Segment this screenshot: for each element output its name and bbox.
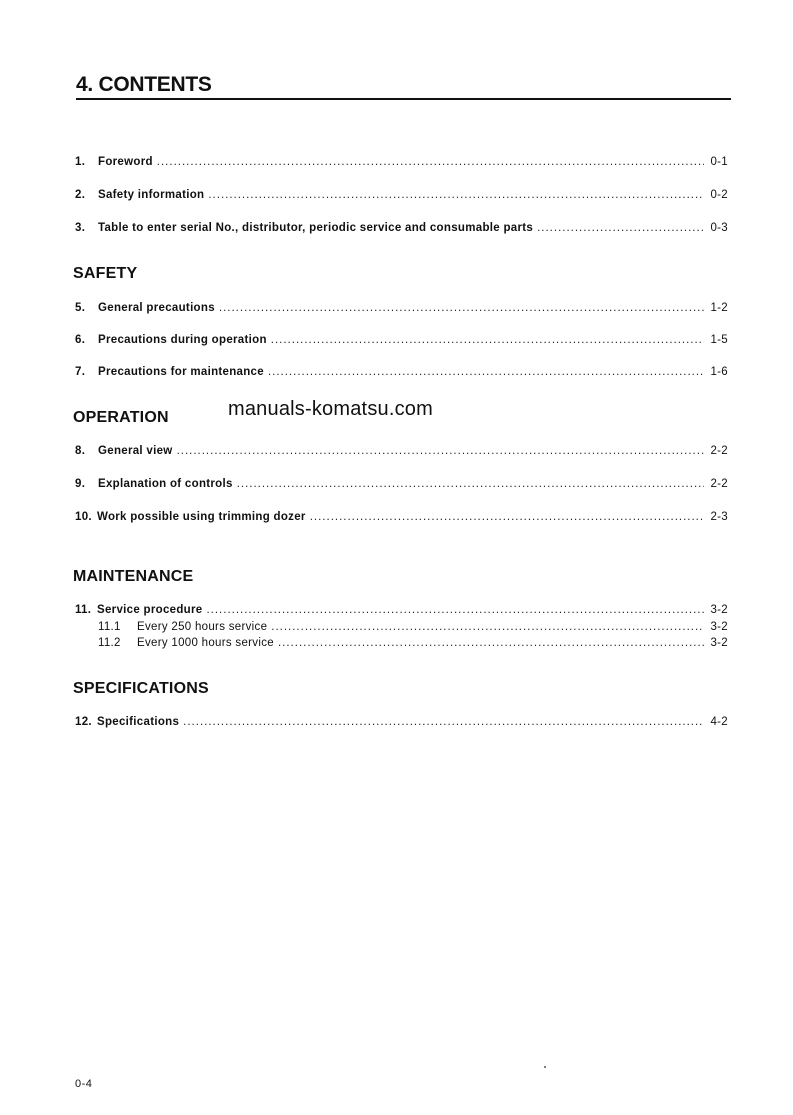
watermark-text: manuals-komatsu.com [228, 398, 433, 420]
toc-entry-title: Service procedure [97, 604, 203, 616]
dot-leader [278, 635, 704, 651]
section-heading-specifications: SPECIFICATIONS [73, 680, 209, 697]
toc-entry-page: 0-1 [710, 156, 728, 168]
toc-entry-page: 3-2 [710, 604, 728, 616]
toc-entry-number: 9. [75, 478, 86, 490]
dot-leader [237, 476, 704, 492]
toc-entry-precautions-maintenance[interactable] [75, 364, 728, 380]
section-heading-safety: SAFETY [73, 265, 138, 282]
toc-entry-title: Specifications [97, 716, 180, 728]
title-underline [76, 98, 731, 100]
toc-entry-title: Foreword [98, 156, 153, 168]
toc-entry-number: 6. [75, 334, 86, 346]
toc-entry-page: 1-2 [710, 302, 728, 314]
toc-entry-title: Safety information [98, 189, 205, 201]
toc-entry-title: Table to enter serial No., distributor, periodic service and consumable parts [98, 222, 534, 234]
dot-leader [157, 154, 704, 170]
toc-entry-title: General precautions [98, 302, 215, 314]
dot-leader [219, 300, 704, 316]
dot-leader [537, 220, 704, 236]
toc-entry-page: 1-6 [710, 366, 728, 378]
toc-entry-safety-information[interactable] [75, 187, 728, 203]
toc-entry-page: 0-2 [710, 189, 728, 201]
toc-entry-work-trimming-dozer[interactable] [75, 509, 728, 525]
toc-entry-number: 7. [75, 366, 86, 378]
toc-entry-precautions-operation[interactable] [75, 332, 728, 348]
toc-entry-number: 5. [75, 302, 86, 314]
footer-page-number: 0-4 [75, 1078, 93, 1090]
toc-entry-number: 1. [75, 156, 86, 168]
toc-entry-title: Every 1000 hours service [137, 637, 274, 649]
section-heading-operation: OPERATION [73, 409, 169, 426]
toc-entry-page: 3-2 [710, 637, 728, 649]
toc-entry-title: General view [98, 445, 173, 457]
toc-entry-specifications[interactable] [75, 714, 728, 730]
toc-entry-title: Precautions for maintenance [98, 366, 264, 378]
dot-leader [268, 364, 704, 380]
toc-entry-number: 2. [75, 189, 86, 201]
toc-entry-number: 11.2 [98, 637, 121, 649]
toc-entry-page: 2-3 [710, 511, 728, 523]
toc-entry-general-precautions[interactable] [75, 300, 728, 316]
section-heading-maintenance: MAINTENANCE [73, 568, 194, 585]
toc-entry-title: Precautions during operation [98, 334, 267, 346]
toc-entry-foreword[interactable] [75, 154, 728, 170]
toc-entry-number: 11.1 [98, 621, 121, 633]
toc-entry-page: 2-2 [710, 445, 728, 457]
dot-leader [271, 619, 704, 635]
toc-entry-title: Work possible using trimming dozer [97, 511, 306, 523]
page-title: 4. CONTENTS [76, 73, 212, 96]
toc-entry-page: 2-2 [710, 478, 728, 490]
toc-entry-title: Explanation of controls [98, 478, 233, 490]
toc-entry-number: 12. [75, 716, 92, 728]
dot-leader [271, 332, 704, 348]
toc-entry-page: 0-3 [710, 222, 728, 234]
toc-entry-number: 10. [75, 511, 92, 523]
toc-entry-number: 11. [75, 604, 92, 616]
dot-leader [310, 509, 704, 525]
toc-entry-service-procedure[interactable] [75, 602, 728, 618]
dot-leader [183, 714, 704, 730]
toc-entry-number: 3. [75, 222, 86, 234]
toc-entry-every-1000-hours[interactable] [98, 635, 728, 651]
toc-entry-page: 3-2 [710, 621, 728, 633]
toc-entry-page: 1-5 [710, 334, 728, 346]
toc-entry-page: 4-2 [710, 716, 728, 728]
toc-entry-explanation-controls[interactable] [75, 476, 728, 492]
toc-entry-title: Every 250 hours service [137, 621, 268, 633]
toc-entry-general-view[interactable] [75, 443, 728, 459]
dot-leader [177, 443, 704, 459]
toc-entry-number: 8. [75, 445, 86, 457]
dot-leader [208, 187, 704, 203]
toc-entry-serial-table[interactable] [75, 220, 728, 236]
toc-entry-every-250-hours[interactable] [98, 619, 728, 635]
dot-leader [206, 602, 704, 618]
scan-speck [544, 1066, 546, 1068]
